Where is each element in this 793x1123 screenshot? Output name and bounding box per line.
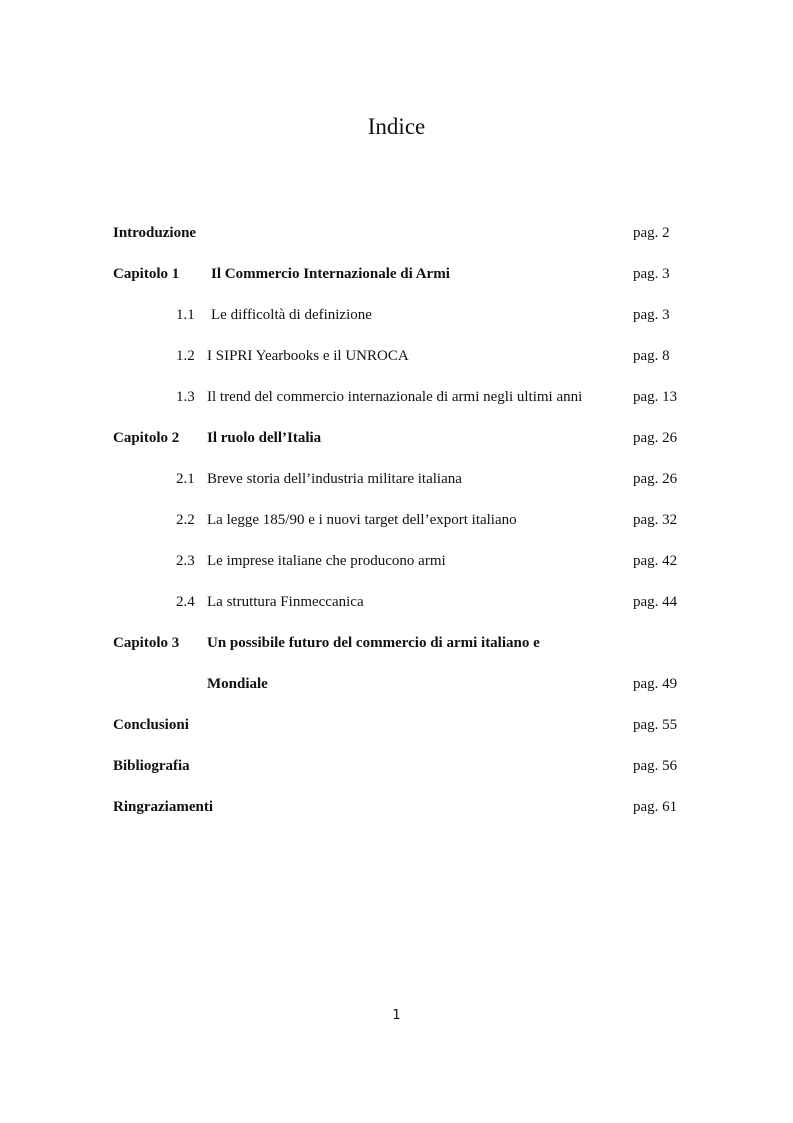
toc-section-1-3	[0, 385, 793, 409]
toc-section-number: 1.3	[176, 389, 195, 405]
toc-page-ref: pag. 55	[633, 717, 678, 733]
toc-section-title: I SIPRI Yearbooks e il UNROCA	[207, 348, 409, 364]
toc-entry-title: Bibliografia	[113, 758, 190, 774]
toc-chapter-label: Capitolo 1	[113, 266, 180, 282]
toc-page-ref: pag. 2	[633, 225, 670, 241]
toc-entry-title: Conclusioni	[113, 717, 189, 733]
toc-chapter-3	[0, 631, 793, 655]
toc-section-2-1	[0, 467, 793, 491]
toc-page-ref: pag. 42	[633, 553, 678, 569]
toc-page-ref: pag. 49	[633, 676, 678, 692]
toc-entry-bibliografia	[0, 754, 793, 778]
toc-page-ref: pag. 44	[633, 594, 678, 610]
toc-entry-conclusioni	[0, 713, 793, 737]
toc-section-1-2	[0, 344, 793, 368]
toc-entry-introduzione	[0, 221, 793, 245]
toc-chapter-title: Il ruolo dell’Italia	[207, 430, 322, 446]
toc-section-title: La struttura Finmeccanica	[207, 594, 364, 610]
toc-chapter-title-continued: Mondiale	[207, 676, 268, 692]
toc-section-number: 2.4	[176, 594, 195, 610]
toc-chapter-label: Capitolo 2	[113, 430, 180, 446]
toc-section-number: 2.3	[176, 553, 195, 569]
toc-page-ref: pag. 8	[633, 348, 670, 364]
toc-section-1-1	[0, 303, 793, 327]
toc-entry-title: Ringraziamenti	[113, 799, 213, 815]
toc-section-title: Le difficoltà di definizione	[211, 307, 372, 323]
toc-section-number: 1.1	[176, 307, 195, 323]
toc-chapter-1	[0, 262, 793, 286]
toc-page-ref: pag. 3	[633, 266, 670, 282]
toc-page-ref: pag. 56	[633, 758, 678, 774]
toc-entry-title: Introduzione	[113, 225, 197, 241]
toc-section-title: La legge 185/90 e i nuovi target dell’export italiano	[207, 512, 517, 528]
toc-page-ref: pag. 26	[633, 471, 678, 487]
toc-section-2-2	[0, 508, 793, 532]
toc-section-2-3	[0, 549, 793, 573]
toc-chapter-2	[0, 426, 793, 450]
toc-chapter-title: Il Commercio Internazionale di Armi	[211, 266, 450, 282]
toc-chapter-title: Un possibile futuro del commercio di armi italiano e	[207, 635, 540, 651]
toc-section-number: 1.2	[176, 348, 195, 364]
page-title: Indice	[367, 114, 426, 139]
toc-chapter-label: Capitolo 3	[113, 635, 180, 651]
toc-page-ref: pag. 13	[633, 389, 678, 405]
page-number: 1	[392, 1008, 401, 1023]
toc-section-number: 2.2	[176, 512, 195, 528]
toc-page-ref: pag. 32	[633, 512, 678, 528]
toc-page-ref: pag. 61	[633, 799, 678, 815]
toc-page-ref: pag. 26	[633, 430, 678, 446]
toc-section-title: Breve storia dell’industria militare italiana	[207, 471, 462, 487]
toc-section-title: Il trend del commercio internazionale di armi negli ultimi anni	[207, 389, 583, 405]
toc-chapter-3-continuation	[0, 672, 793, 696]
toc-page-ref: pag. 3	[633, 307, 670, 323]
toc-section-number: 2.1	[176, 471, 195, 487]
toc-section-title: Le imprese italiane che producono armi	[207, 553, 446, 569]
toc-section-2-4	[0, 590, 793, 614]
toc-entry-ringraziamenti	[0, 795, 793, 819]
